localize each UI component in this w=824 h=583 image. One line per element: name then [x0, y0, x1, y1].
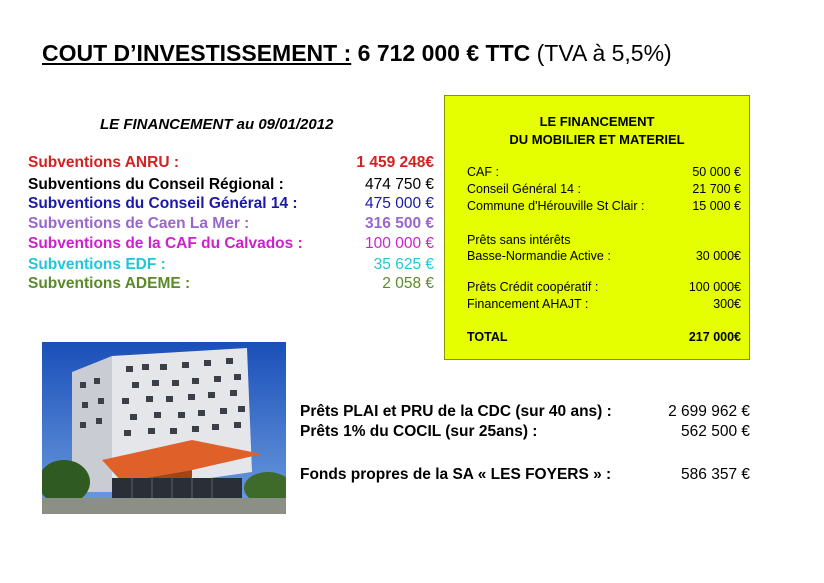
subvention-value: 1 459 248€ [356, 154, 434, 171]
loan-value: 562 500 € [681, 423, 750, 440]
subvention-value: 35 625 € [373, 256, 434, 273]
mobilier-value: 30 000€ [695, 249, 741, 263]
subvention-row [28, 195, 434, 214]
mobilier-value: 50 000 € [692, 165, 741, 179]
mobilier-label: Prêts sans intérêts [467, 233, 571, 247]
loan-value: 586 357 € [681, 466, 750, 483]
mobilier-row [467, 165, 741, 180]
subvention-row [28, 235, 434, 254]
loan-row [300, 403, 750, 423]
page-title [42, 40, 672, 67]
subvention-row [28, 215, 434, 234]
title-amount: 6 712 000 € TTC [351, 40, 531, 66]
subvention-label: Subventions de Caen La Mer : [28, 215, 250, 232]
subvention-row [28, 275, 434, 294]
mobilier-label: Basse-Normandie Active : [467, 249, 611, 263]
mobilier-value: 100 000€ [688, 280, 741, 294]
mobilier-row [467, 199, 741, 214]
mobilier-heading-line1: LE FINANCEMENT [539, 114, 655, 129]
mobilier-row [467, 249, 741, 264]
subvention-label: Subventions ADEME : [28, 275, 191, 292]
title-tva: (TVA à 5,5%) [530, 40, 672, 66]
subvention-value: 474 750 € [365, 176, 434, 193]
mobilier-row [467, 182, 741, 197]
subvention-row [28, 176, 434, 195]
loan-label: Prêts PLAI et PRU de la CDC (sur 40 ans) : [300, 403, 612, 420]
subvention-value: 316 500 € [365, 215, 434, 232]
mobilier-row [467, 297, 741, 312]
subvention-value: 100 000 € [365, 235, 434, 252]
mobilier-label: Prêts Crédit coopératif : [467, 280, 599, 294]
mobilier-total-value: 217 000€ [688, 330, 741, 344]
subvention-value: 475 000 € [365, 195, 434, 212]
loan-label: Prêts 1% du COCIL (sur 25ans) : [300, 423, 538, 440]
subvention-label: Subventions du Conseil Général 14 : [28, 195, 298, 212]
mobilier-value: 21 700 € [692, 182, 741, 196]
subvention-row [28, 154, 434, 173]
mobilier-label: CAF : [467, 165, 499, 179]
subvention-value: 2 058 € [382, 275, 434, 292]
loan-value: 2 699 962 € [668, 403, 750, 420]
subvention-label: Subventions du Conseil Régional : [28, 176, 284, 193]
mobilier-label: Financement AHAJT : [467, 297, 589, 311]
mobilier-value: 300€ [713, 297, 741, 311]
building-photo [42, 342, 286, 514]
mobilier-row [467, 280, 741, 295]
financement-heading: LE FINANCEMENT au 09/01/2012 [100, 116, 334, 133]
subvention-row [28, 256, 434, 275]
subvention-label: Subventions de la CAF du Calvados : [28, 235, 303, 252]
mobilier-heading-line2: DU MOBILIER ET MATERIEL [509, 132, 685, 147]
subvention-label: Subventions EDF : [28, 256, 166, 273]
mobilier-total-label: TOTAL [467, 330, 508, 344]
subvention-label: Subventions ANRU : [28, 154, 179, 171]
loan-row [300, 466, 750, 486]
mobilier-row [467, 233, 741, 248]
loan-label: Fonds propres de la SA « LES FOYERS » : [300, 466, 612, 483]
mobilier-label: Commune d'Hérouville St Clair : [467, 199, 645, 213]
loan-row [300, 423, 750, 443]
building-illustration [42, 342, 286, 514]
mobilier-label: Conseil Général 14 : [467, 182, 581, 196]
title-label: COUT D’INVESTISSEMENT : [42, 40, 352, 66]
mobilier-total-row [467, 330, 741, 345]
mobilier-box [444, 95, 750, 360]
mobilier-value: 15 000 € [692, 199, 741, 213]
